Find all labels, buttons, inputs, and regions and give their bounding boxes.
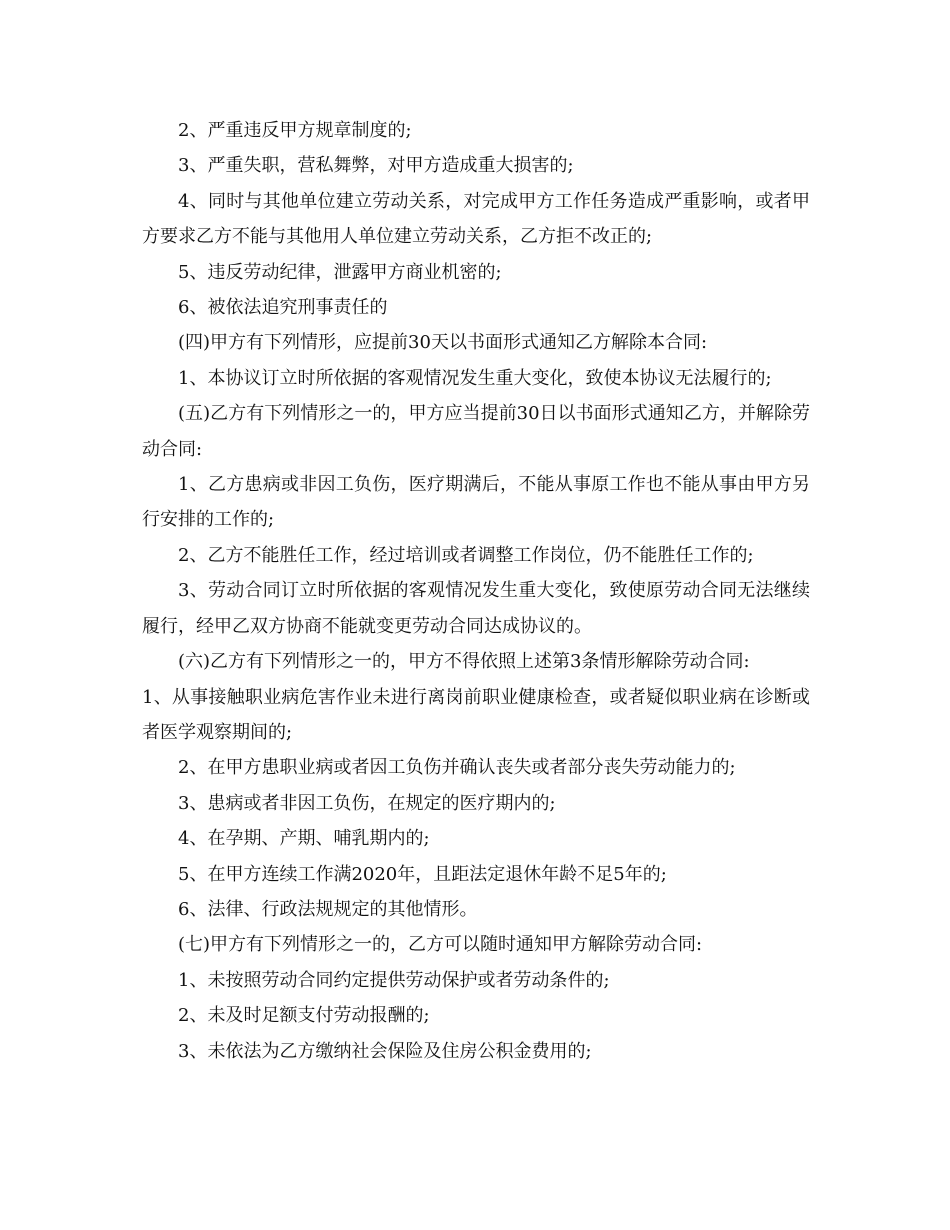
paragraph: 1、从事接触职业病危害作业未进行离岗前职业健康检查，或者疑似职业病在诊断或者医学观察期间的; (142, 686, 810, 743)
paragraph: 5、在甲方连续工作满2020年，且距法定退休年龄不足5年的; (178, 863, 667, 885)
paragraph: 2、严重违反甲方规章制度的; (178, 120, 412, 141)
paragraph: 3、严重失职，营私舞弊，对甲方造成重大损害的; (178, 155, 574, 177)
paragraph: 1、未按照劳动合同约定提供劳动保护或者劳动条件的; (178, 969, 610, 991)
paragraph: 6、被依法追究刑事责任的 (178, 297, 388, 319)
paragraph: 4、同时与其他单位建立劳动关系，对完成甲方工作任务造成严重影响，或者甲方要求乙方不能与其他用人单位建立劳动关系，乙方拒不改正的; (142, 190, 810, 248)
paragraph: 3、患病或者非因工负伤，在规定的医疗期内的; (178, 792, 556, 814)
section-heading: (七)甲方有下列情形之一的，乙方可以随时通知甲方解除劳动合同: (178, 934, 703, 956)
paragraph: 1、乙方患病或非因工负伤，医疗期满后，不能从事原工作也不能从事由甲方另行安排的工作的; (142, 474, 810, 531)
paragraph: 2、在甲方患职业病或者因工负伤并确认丧失或者部分丧失劳动能力的; (178, 757, 736, 779)
document-body (142, 113, 810, 1069)
paragraph: 1、本协议订立时所依据的客观情况发生重大变化，致使本协议无法履行的; (178, 367, 772, 389)
section-heading: (四)甲方有下列情形，应提前30天以书面形式通知乙方解除本合同: (178, 332, 708, 354)
section-heading: (五)乙方有下列情形之一的，甲方应当提前30日以书面形式通知乙方，并解除劳动合同: (142, 403, 810, 460)
paragraph: 2、乙方不能胜任工作，经过培训或者调整工作岗位，仍不能胜任工作的; (178, 544, 754, 566)
section-heading: (六)乙方有下列情形之一的，甲方不得依照上述第3条情形解除劳动合同: (178, 651, 750, 673)
paragraph: 3、劳动合同订立时所依据的客观情况发生重大变化，致使原劳动合同无法继续履行，经甲乙双方协商不能就变更劳动合同达成协议的。 (142, 580, 810, 637)
paragraph: 4、在孕期、产期、哺乳期内的; (178, 828, 430, 850)
paragraph: 6、法律、行政法规规定的其他情形。 (178, 898, 478, 920)
paragraph: 2、未及时足额支付劳动报酬的; (178, 1005, 430, 1027)
paragraph: 3、未依法为乙方缴纳社会保险及住房公积金费用的; (178, 1040, 592, 1062)
paragraph: 5、违反劳动纪律，泄露甲方商业机密的; (178, 261, 502, 283)
